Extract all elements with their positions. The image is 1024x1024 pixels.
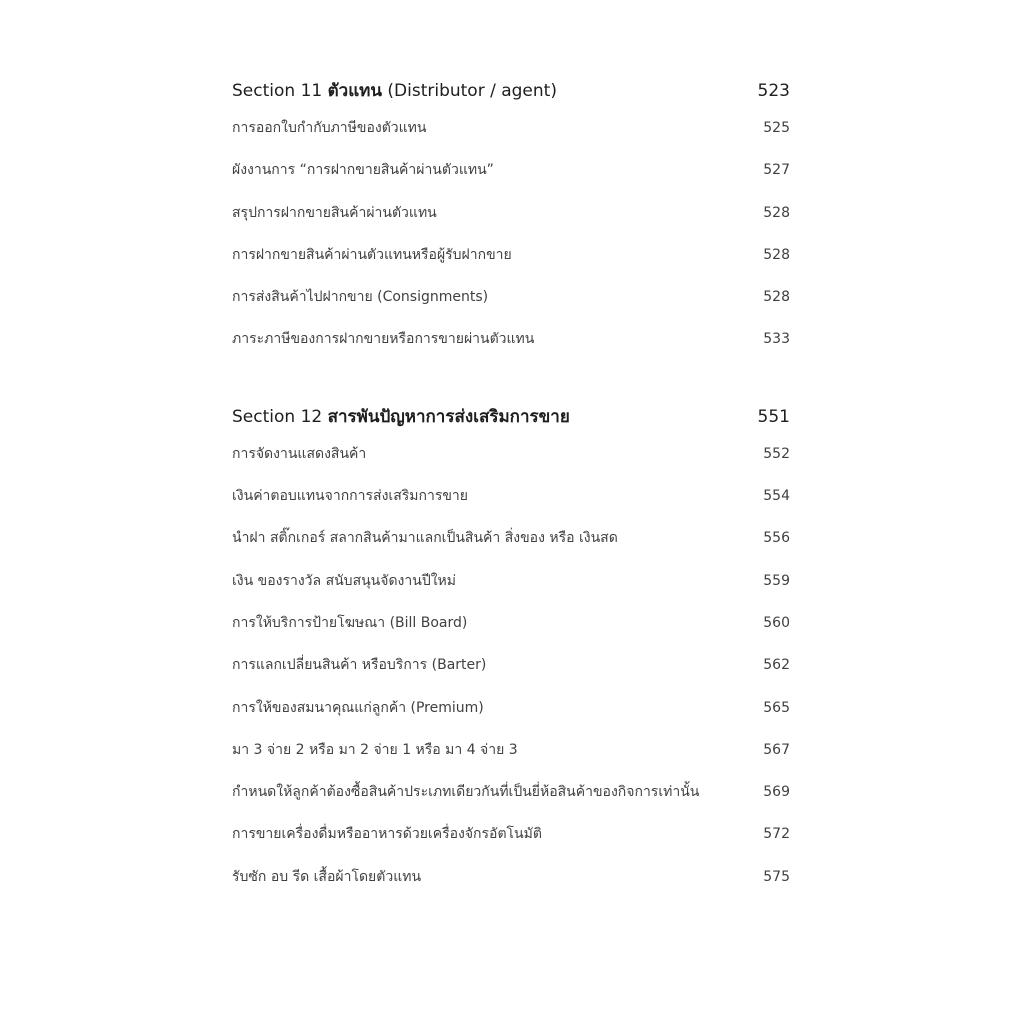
entry-title: การแลกเปลี่ยนสินค้า หรือบริการ (Barter) (232, 657, 487, 674)
entry-title: การให้ของสมนาคุณแก่ลูกค้า (Premium) (232, 699, 484, 716)
entry-title: ภาระภาษีของการฝากขายหรือการขายผ่านตัวแทน (232, 331, 535, 348)
entry-page-number: 565 (763, 699, 790, 716)
entry-page-number: 552 (763, 445, 790, 462)
section-heading (232, 76, 790, 106)
toc-entry (232, 234, 790, 276)
entry-page-number: 525 (763, 120, 790, 136)
toc-entry (232, 517, 790, 559)
entry-list (232, 107, 790, 361)
section-thai-title: สารพันปัญหาการส่งเสริมการขาย (327, 406, 570, 427)
section-subtitle: (Distributor / agent) (387, 81, 557, 101)
toc-entry (232, 276, 790, 318)
entry-page-number: 528 (763, 204, 790, 221)
entry-page-number: 528 (763, 246, 790, 263)
toc-section-12 (232, 402, 790, 898)
entry-page-number: 562 (763, 657, 790, 674)
entry-title: การขายเครื่องดื่มหรืออาหารด้วยเครื่องจักรอัตโนมัติ (232, 826, 542, 843)
entry-title: กำหนดให้ลูกค้าต้องซื้อสินค้าประเภทเดียวกันที่เป็นยี่ห้อสินค้าของกิจการเท่านั้น (232, 784, 700, 801)
entry-title: การจัดงานแสดงสินค้า (232, 445, 367, 462)
entry-page-number: 528 (763, 289, 790, 306)
toc-entry (232, 475, 790, 517)
entry-page-number: 554 (763, 488, 790, 505)
entry-title: การฝากขายสินค้าผ่านตัวแทนหรือผู้รับฝากขาย (232, 246, 512, 263)
toc-entry (232, 149, 790, 191)
toc-entry (232, 602, 790, 644)
table-of-contents (232, 76, 790, 898)
toc-entry (232, 687, 790, 729)
entry-title: นำฝา สติ๊กเกอร์ สลากสินค้ามาแลกเป็นสินค้า สิ่งของ หรือ เงินสด (232, 530, 618, 547)
entry-page-number: 559 (763, 572, 790, 589)
section-number: Section 12 (232, 406, 323, 427)
entry-page-number: 533 (763, 331, 790, 348)
entry-title: เงินค่าตอบแทนจากการส่งเสริมการขาย (232, 488, 468, 505)
section-page-number: 523 (757, 81, 790, 101)
toc-entry (232, 433, 790, 475)
entry-title: เงิน ของรางวัล สนับสนุนจัดงานปีใหม่ (232, 572, 456, 589)
entry-page-number: 572 (763, 826, 790, 843)
toc-entry (232, 771, 790, 813)
entry-page-number: 575 (763, 868, 790, 885)
toc-entry (232, 192, 790, 234)
entry-page-number: 527 (763, 162, 790, 179)
entry-title: การส่งสินค้าไปฝากขาย (Consignments) (232, 289, 489, 306)
entry-title: ผังงานการ “การฝากขายสินค้าผ่านตัวแทน” (232, 162, 494, 179)
toc-entry (232, 729, 790, 771)
section-heading (232, 402, 790, 432)
entry-title: การให้บริการป้ายโฆษณา (Bill Board) (232, 614, 468, 631)
toc-entry (232, 107, 790, 149)
entry-title: รับซัก อบ รีด เสื้อผ้าโดยตัวแทน (232, 868, 422, 885)
toc-entry (232, 560, 790, 602)
section-title (232, 402, 570, 432)
toc-entry (232, 813, 790, 855)
entry-page-number: 569 (763, 784, 790, 801)
toc-entry (232, 644, 790, 686)
entry-list (232, 433, 790, 898)
section-number: Section 11 (232, 81, 323, 101)
toc-entry (232, 856, 790, 898)
entry-title: มา 3 จ่าย 2 หรือ มา 2 จ่าย 1 หรือ มา 4 จ่าย 3 (232, 741, 518, 758)
toc-entry (232, 318, 790, 360)
entry-page-number: 560 (763, 614, 790, 631)
section-thai-title: ตัวแทน (327, 81, 382, 101)
entry-page-number: 567 (763, 741, 790, 758)
entry-page-number: 556 (763, 530, 790, 547)
entry-title: การออกใบกำกับภาษีของตัวแทน (232, 120, 427, 136)
toc-section-11 (232, 76, 790, 361)
entry-title: สรุปการฝากขายสินค้าผ่านตัวแทน (232, 204, 437, 221)
section-title (232, 76, 557, 106)
section-page-number: 551 (757, 406, 790, 427)
